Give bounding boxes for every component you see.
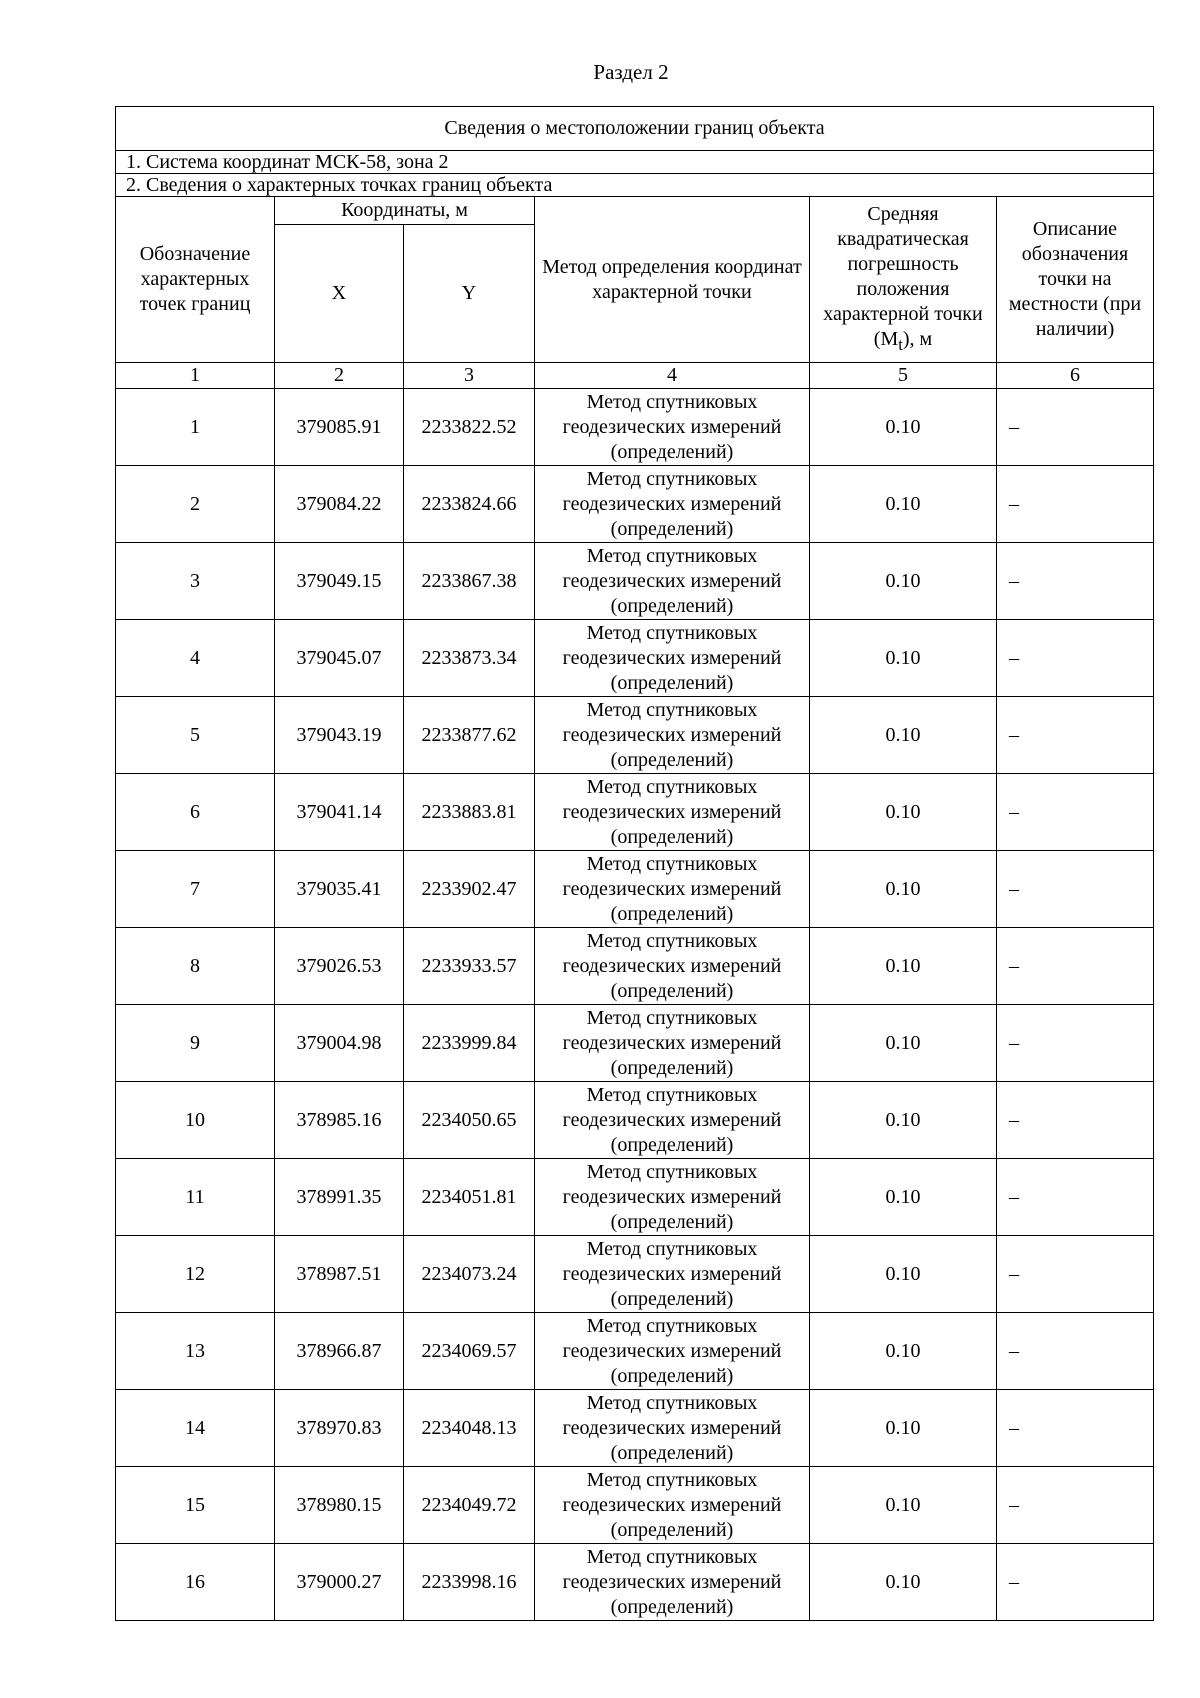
cell-point: 10 bbox=[116, 1082, 275, 1159]
cell-y: 2233824.66 bbox=[404, 466, 535, 543]
cell-error: 0.10 bbox=[810, 851, 997, 928]
cell-error: 0.10 bbox=[810, 1544, 997, 1621]
cell-error: 0.10 bbox=[810, 1313, 997, 1390]
cell-description: – bbox=[997, 543, 1154, 620]
cell-y: 2233822.52 bbox=[404, 389, 535, 466]
cell-point: 4 bbox=[116, 620, 275, 697]
table-row bbox=[116, 697, 1154, 774]
coord-system-row: 1. Система координат МСК-58, зона 2 bbox=[116, 151, 1154, 174]
table-row bbox=[116, 466, 1154, 543]
cell-y: 2234050.65 bbox=[404, 1082, 535, 1159]
table-row bbox=[116, 1390, 1154, 1467]
table-row bbox=[116, 1159, 1154, 1236]
cell-y: 2234049.72 bbox=[404, 1467, 535, 1544]
column-number: 3 bbox=[404, 363, 535, 389]
cell-point: 9 bbox=[116, 1005, 275, 1082]
cell-method: Метод спутниковых геодезических измерений (определений) bbox=[535, 1236, 810, 1313]
table-row bbox=[116, 1467, 1154, 1544]
cell-method: Метод спутниковых геодезических измерений (определений) bbox=[535, 851, 810, 928]
cell-point: 7 bbox=[116, 851, 275, 928]
cell-description: – bbox=[997, 389, 1154, 466]
cell-y: 2233877.62 bbox=[404, 697, 535, 774]
cell-x: 378987.51 bbox=[275, 1236, 404, 1313]
cell-y: 2234048.13 bbox=[404, 1390, 535, 1467]
cell-method: Метод спутниковых геодезических измерений (определений) bbox=[535, 928, 810, 1005]
cell-error: 0.10 bbox=[810, 389, 997, 466]
column-number: 2 bbox=[275, 363, 404, 389]
table-row bbox=[116, 774, 1154, 851]
cell-error: 0.10 bbox=[810, 1390, 997, 1467]
table-body bbox=[116, 389, 1154, 1621]
cell-y: 2233873.34 bbox=[404, 620, 535, 697]
cell-error: 0.10 bbox=[810, 620, 997, 697]
column-number: 6 bbox=[997, 363, 1154, 389]
cell-point: 16 bbox=[116, 1544, 275, 1621]
table-row bbox=[116, 1544, 1154, 1621]
cell-method: Метод спутниковых геодезических измерений (определений) bbox=[535, 1544, 810, 1621]
cell-point: 6 bbox=[116, 774, 275, 851]
table-row bbox=[116, 1313, 1154, 1390]
cell-x: 379085.91 bbox=[275, 389, 404, 466]
cell-description: – bbox=[997, 774, 1154, 851]
cell-y: 2233998.16 bbox=[404, 1544, 535, 1621]
cell-point: 13 bbox=[116, 1313, 275, 1390]
header-point: Обозначение характерных точек границ bbox=[116, 197, 275, 363]
points-heading-row: 2. Сведения о характерных точках границ объекта bbox=[116, 174, 1154, 197]
cell-description: – bbox=[997, 1082, 1154, 1159]
cell-point: 15 bbox=[116, 1467, 275, 1544]
cell-point: 3 bbox=[116, 543, 275, 620]
header-error-text: Средняя квадратическая погрешность положения характерной точки (M bbox=[823, 203, 983, 350]
table-title: Сведения о местоположении границ объекта bbox=[116, 107, 1154, 151]
table-row bbox=[116, 1005, 1154, 1082]
table-row bbox=[116, 1236, 1154, 1313]
cell-method: Метод спутниковых геодезических измерений (определений) bbox=[535, 389, 810, 466]
table-row bbox=[116, 928, 1154, 1005]
header-method: Метод определения координат характерной точки bbox=[535, 197, 810, 363]
table-row bbox=[116, 851, 1154, 928]
cell-method: Метод спутниковых геодезических измерений (определений) bbox=[535, 620, 810, 697]
cell-y: 2233902.47 bbox=[404, 851, 535, 928]
cell-x: 379035.41 bbox=[275, 851, 404, 928]
cell-point: 14 bbox=[116, 1390, 275, 1467]
cell-description: – bbox=[997, 1159, 1154, 1236]
table-row bbox=[116, 543, 1154, 620]
header-x: X bbox=[275, 225, 404, 363]
cell-description: – bbox=[997, 1236, 1154, 1313]
cell-point: 2 bbox=[116, 466, 275, 543]
cell-x: 378980.15 bbox=[275, 1467, 404, 1544]
cell-method: Метод спутниковых геодезических измерений (определений) bbox=[535, 1005, 810, 1082]
header-coords: Координаты, м bbox=[275, 197, 535, 225]
table-row bbox=[116, 620, 1154, 697]
cell-method: Метод спутниковых геодезических измерений (определений) bbox=[535, 1390, 810, 1467]
cell-y: 2234073.24 bbox=[404, 1236, 535, 1313]
header-description: Описание обозначения точки на местности (при наличии) bbox=[997, 197, 1154, 363]
column-number: 1 bbox=[116, 363, 275, 389]
header-error bbox=[810, 197, 997, 363]
cell-x: 379043.19 bbox=[275, 697, 404, 774]
cell-method: Метод спутниковых геодезических измерений (определений) bbox=[535, 1082, 810, 1159]
cell-description: – bbox=[997, 1467, 1154, 1544]
cell-error: 0.10 bbox=[810, 774, 997, 851]
cell-x: 379004.98 bbox=[275, 1005, 404, 1082]
cell-error: 0.10 bbox=[810, 1159, 997, 1236]
cell-point: 5 bbox=[116, 697, 275, 774]
cell-x: 379026.53 bbox=[275, 928, 404, 1005]
cell-description: – bbox=[997, 928, 1154, 1005]
column-number: 4 bbox=[535, 363, 810, 389]
cell-y: 2234051.81 bbox=[404, 1159, 535, 1236]
cell-y: 2234069.57 bbox=[404, 1313, 535, 1390]
cell-x: 379045.07 bbox=[275, 620, 404, 697]
cell-method: Метод спутниковых геодезических измерений (определений) bbox=[535, 1467, 810, 1544]
cell-x: 379049.15 bbox=[275, 543, 404, 620]
header-error-unit: ), м bbox=[902, 328, 933, 350]
cell-method: Метод спутниковых геодезических измерений (определений) bbox=[535, 697, 810, 774]
cell-error: 0.10 bbox=[810, 1082, 997, 1159]
cell-error: 0.10 bbox=[810, 543, 997, 620]
header-error-subscript: t bbox=[898, 335, 903, 354]
header-y: Y bbox=[404, 225, 535, 363]
cell-x: 379000.27 bbox=[275, 1544, 404, 1621]
cell-description: – bbox=[997, 851, 1154, 928]
cell-description: – bbox=[997, 697, 1154, 774]
section-title: Раздел 2 bbox=[593, 60, 669, 84]
cell-x: 378985.16 bbox=[275, 1082, 404, 1159]
table-row bbox=[116, 1082, 1154, 1159]
cell-description: – bbox=[997, 466, 1154, 543]
cell-error: 0.10 bbox=[810, 1005, 997, 1082]
cell-description: – bbox=[997, 620, 1154, 697]
cell-error: 0.10 bbox=[810, 697, 997, 774]
cell-method: Метод спутниковых геодезических измерений (определений) bbox=[535, 466, 810, 543]
cell-method: Метод спутниковых геодезических измерений (определений) bbox=[535, 774, 810, 851]
cell-description: – bbox=[997, 1544, 1154, 1621]
cell-error: 0.10 bbox=[810, 928, 997, 1005]
column-number: 5 bbox=[810, 363, 997, 389]
cell-point: 12 bbox=[116, 1236, 275, 1313]
cell-method: Метод спутниковых геодезических измерений (определений) bbox=[535, 543, 810, 620]
cell-x: 379084.22 bbox=[275, 466, 404, 543]
cell-description: – bbox=[997, 1390, 1154, 1467]
cell-description: – bbox=[997, 1005, 1154, 1082]
cell-y: 2233883.81 bbox=[404, 774, 535, 851]
cell-error: 0.10 bbox=[810, 1467, 997, 1544]
cell-error: 0.10 bbox=[810, 1236, 997, 1313]
cell-x: 378991.35 bbox=[275, 1159, 404, 1236]
cell-x: 378970.83 bbox=[275, 1390, 404, 1467]
cell-y: 2233867.38 bbox=[404, 543, 535, 620]
cell-x: 378966.87 bbox=[275, 1313, 404, 1390]
cell-error: 0.10 bbox=[810, 466, 997, 543]
table-row bbox=[116, 389, 1154, 466]
cell-y: 2233999.84 bbox=[404, 1005, 535, 1082]
cell-point: 1 bbox=[116, 389, 275, 466]
boundary-points-table bbox=[115, 106, 1154, 1621]
cell-point: 11 bbox=[116, 1159, 275, 1236]
cell-method: Метод спутниковых геодезических измерений (определений) bbox=[535, 1313, 810, 1390]
cell-x: 379041.14 bbox=[275, 774, 404, 851]
cell-point: 8 bbox=[116, 928, 275, 1005]
cell-method: Метод спутниковых геодезических измерений (определений) bbox=[535, 1159, 810, 1236]
cell-y: 2233933.57 bbox=[404, 928, 535, 1005]
cell-description: – bbox=[997, 1313, 1154, 1390]
